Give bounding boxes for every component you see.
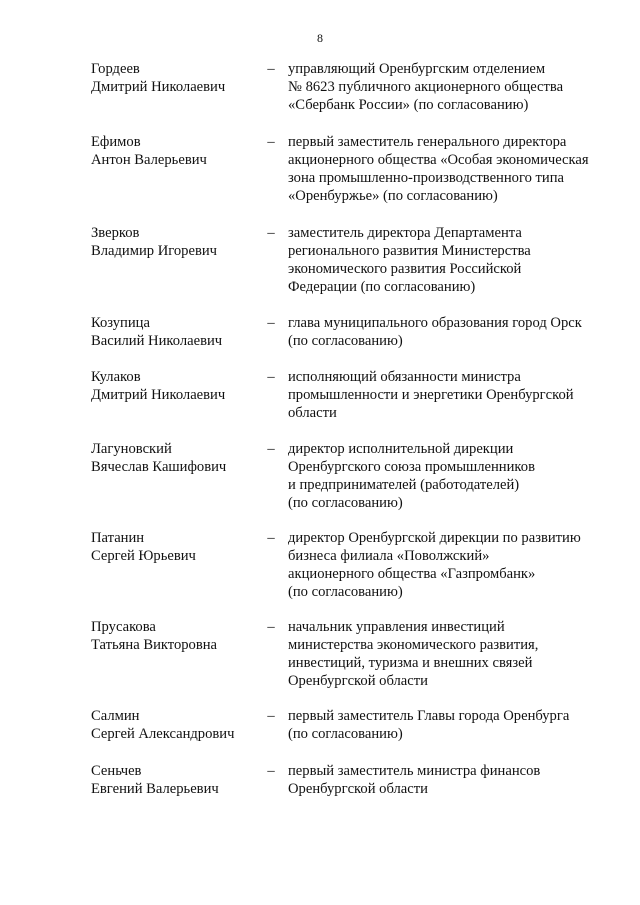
member-entry bbox=[0, 60, 640, 133]
member-surname: Зверков bbox=[91, 225, 140, 241]
position-line: экономического развития Российской bbox=[288, 261, 522, 277]
member-name bbox=[91, 707, 261, 743]
member-given-name: Дмитрий Николаевич bbox=[91, 387, 226, 403]
position-line: заместитель директора Департамента bbox=[288, 225, 522, 241]
member-given-name: Вячеслав Кашифович bbox=[91, 459, 227, 475]
member-position bbox=[288, 529, 618, 601]
position-line: (по согласованию) bbox=[288, 584, 403, 600]
position-line: акционерного общества «Особая экономическая bbox=[288, 152, 589, 168]
position-line: «Оренбуржье» (по согласованию) bbox=[288, 188, 498, 204]
member-entry bbox=[0, 529, 640, 618]
member-entry bbox=[0, 368, 640, 440]
position-line: (по согласованию) bbox=[288, 333, 403, 349]
position-line: первый заместитель генерального директора bbox=[288, 134, 567, 150]
position-line: управляющий Оренбургским отделением bbox=[288, 61, 546, 77]
member-given-name: Василий Николаевич bbox=[91, 333, 223, 349]
position-line: и предпринимателей (работодателей) bbox=[288, 477, 520, 493]
member-position bbox=[288, 368, 618, 422]
member-entry bbox=[0, 618, 640, 707]
member-name bbox=[91, 368, 261, 404]
member-position bbox=[288, 762, 618, 798]
member-list bbox=[0, 60, 640, 802]
dash-separator: – bbox=[267, 134, 275, 150]
position-line: исполняющий обязанности министра bbox=[288, 369, 521, 385]
member-given-name: Сергей Александрович bbox=[91, 726, 235, 742]
member-given-name: Дмитрий Николаевич bbox=[91, 79, 226, 95]
member-surname: Козупица bbox=[91, 315, 150, 331]
member-position bbox=[288, 618, 618, 690]
dash-separator: – bbox=[267, 369, 275, 385]
dash-separator: – bbox=[267, 441, 275, 457]
member-name bbox=[91, 529, 261, 565]
position-line: «Сбербанк России» (по согласованию) bbox=[288, 97, 529, 113]
member-entry bbox=[0, 224, 640, 314]
dash-separator: – bbox=[267, 763, 275, 779]
position-line: (по согласованию) bbox=[288, 495, 403, 511]
member-name bbox=[91, 314, 261, 350]
member-position bbox=[288, 707, 618, 743]
position-line: начальник управления инвестиций bbox=[288, 619, 505, 635]
position-line: Федерации (по согласованию) bbox=[288, 279, 476, 295]
member-position bbox=[288, 60, 618, 114]
member-given-name: Владимир Игоревич bbox=[91, 243, 217, 259]
position-line: акционерного общества «Газпромбанк» bbox=[288, 566, 536, 582]
member-name bbox=[91, 60, 261, 96]
dash-separator: – bbox=[267, 530, 275, 546]
member-name bbox=[91, 440, 261, 476]
member-entry bbox=[0, 440, 640, 529]
member-position bbox=[288, 440, 618, 512]
position-line: директор исполнительной дирекции bbox=[288, 441, 514, 457]
member-surname: Ефимов bbox=[91, 134, 141, 150]
position-line: Оренбургской области bbox=[288, 781, 428, 797]
member-position bbox=[288, 133, 618, 205]
member-name bbox=[91, 224, 261, 260]
member-name bbox=[91, 618, 261, 654]
member-surname: Прусакова bbox=[91, 619, 156, 635]
member-surname: Лагуновский bbox=[91, 441, 172, 457]
position-line: директор Оренбургской дирекции по развитию bbox=[288, 530, 581, 546]
member-entry bbox=[0, 133, 640, 224]
position-line: области bbox=[288, 405, 337, 421]
position-line: № 8623 публичного акционерного общества bbox=[288, 79, 564, 95]
member-given-name: Татьяна Викторовна bbox=[91, 637, 218, 653]
position-line: Оренбургского союза промышленников bbox=[288, 459, 535, 475]
member-surname: Кулаков bbox=[91, 369, 141, 385]
member-surname: Салмин bbox=[91, 708, 140, 724]
dash-separator: – bbox=[267, 315, 275, 331]
position-line: регионального развития Министерства bbox=[288, 243, 531, 259]
member-position bbox=[288, 224, 618, 296]
dash-separator: – bbox=[267, 225, 275, 241]
page-number: 8 bbox=[317, 31, 323, 45]
member-entry bbox=[0, 314, 640, 368]
position-line: бизнеса филиала «Поволжский» bbox=[288, 548, 490, 564]
dash-separator: – bbox=[267, 61, 275, 77]
position-line: министерства экономического развития, bbox=[288, 637, 539, 653]
position-line: первый заместитель министра финансов bbox=[288, 763, 541, 779]
position-line: Оренбургской области bbox=[288, 673, 428, 689]
dash-separator: – bbox=[267, 708, 275, 724]
member-given-name: Сергей Юрьевич bbox=[91, 548, 196, 564]
member-surname: Сеньчев bbox=[91, 763, 142, 779]
position-line: инвестиций, туризма и внешних связей bbox=[288, 655, 533, 671]
member-surname: Патанин bbox=[91, 530, 145, 546]
member-given-name: Антон Валерьевич bbox=[91, 152, 207, 168]
position-line: первый заместитель Главы города Оренбурга bbox=[288, 708, 570, 724]
member-position bbox=[288, 314, 618, 350]
member-entry bbox=[0, 762, 640, 802]
member-surname: Гордеев bbox=[91, 61, 140, 77]
member-name bbox=[91, 133, 261, 169]
position-line: зона промышленно-производственного типа bbox=[288, 170, 565, 186]
position-line: (по согласованию) bbox=[288, 726, 403, 742]
member-entry bbox=[0, 707, 640, 762]
position-line: промышленности и энергетики Оренбургской bbox=[288, 387, 574, 403]
dash-separator: – bbox=[267, 619, 275, 635]
member-name bbox=[91, 762, 261, 798]
member-given-name: Евгений Валерьевич bbox=[91, 781, 219, 797]
position-line: глава муниципального образования город Орск bbox=[288, 315, 582, 331]
